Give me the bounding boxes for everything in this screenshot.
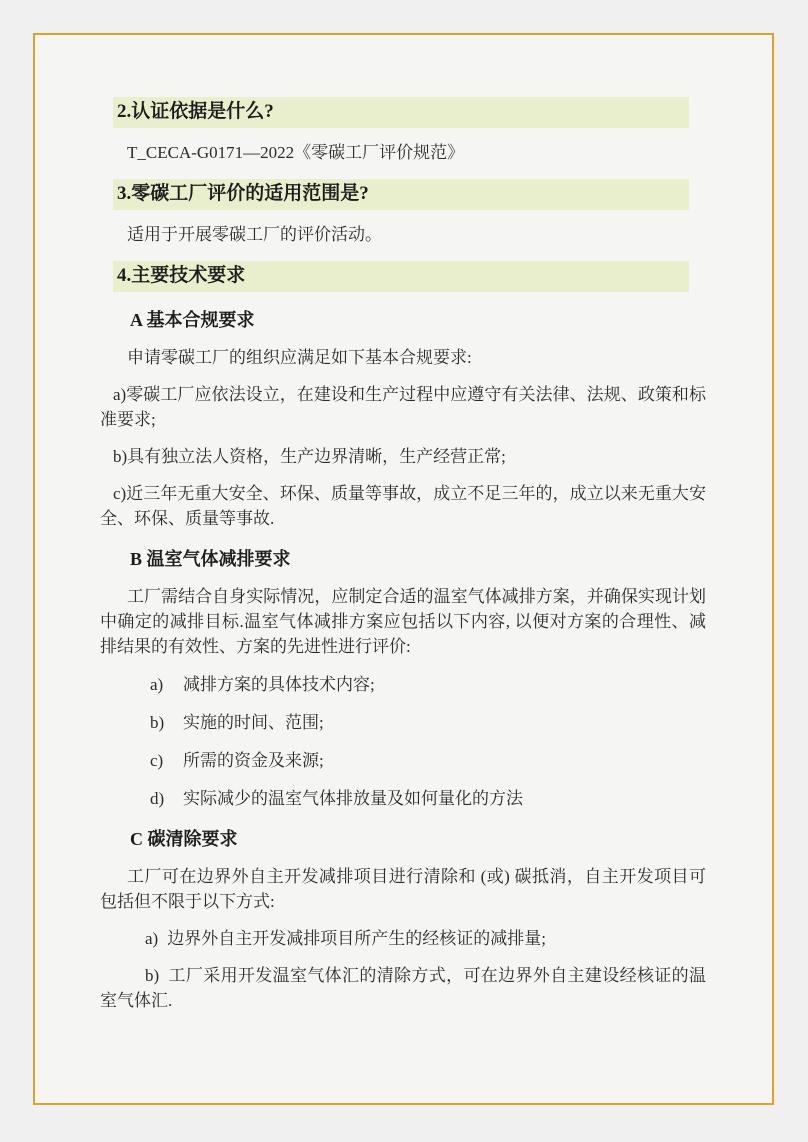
answer-paragraph-3: 适用于开展零碳工厂的评价活动。	[127, 225, 382, 244]
document-frame	[33, 33, 774, 1105]
list-item	[100, 748, 706, 773]
answer-paragraph-2: T_CECA-G0171—2022《零碳工厂评价规范》	[127, 143, 465, 162]
qa-heading-2: 2.认证依据是什么?	[113, 97, 689, 128]
list-item	[100, 786, 706, 811]
list-item	[100, 672, 706, 697]
list-item-label: c)	[150, 751, 164, 770]
list-item-text: 所需的资金及来源;	[183, 751, 324, 770]
section-c-intro: 工厂可在边界外自主开发减排项目进行清除和 (或) 碳抵消，自主开发项目可包括但不限于以下方式:	[100, 867, 706, 911]
list-item-text: 边界外自主开发减排项目所产生的经核证的减排量;	[167, 929, 546, 948]
list-item-label: a)	[150, 675, 164, 694]
qa-heading-4: 4.主要技术要求	[113, 261, 689, 292]
section-a-item-c: c)近三年无重大安全、环保、质量等事故，成立不足三年的，成立以来无重大安全、环保、质量等事故.	[100, 484, 706, 528]
sub-heading-c: C 碳清除要求	[130, 829, 238, 849]
list-item-text: 减排方案的具体技术内容;	[183, 675, 375, 694]
list-item-label: b)	[145, 966, 160, 985]
document-content	[35, 35, 772, 1103]
sub-heading-b: B 温室气体减排要求	[130, 549, 291, 569]
qa-heading-3: 3.零碳工厂评价的适用范围是?	[113, 179, 689, 210]
section-b-intro: 工厂需结合自身实际情况，应制定合适的温室气体减排方案，并确保实现计划中确定的减排目标.温室气体减排方案应包括以下内容, 以便对方案的合理性、减排结果的有效性、方案的先进性进行评价:	[100, 587, 706, 656]
section-a-intro: 申请零碳工厂的组织应满足如下基本合规要求:	[127, 348, 472, 367]
list-item-text: 实际减少的温室气体排放量及如何量化的方法	[183, 789, 523, 808]
list-item-text: 工厂采用开发温室气体汇的清除方式，可在边界外自主建设经核证的温室气体汇.	[100, 966, 706, 1010]
section-a-item-b: b)具有独立法人资格，生产边界清晰，生产经营正常;	[113, 447, 506, 466]
sub-heading-a: A 基本合规要求	[130, 310, 255, 330]
section-a-item-a: a)零碳工厂应依法设立，在建设和生产过程中应遵守有关法律、法规、政策和标准要求;	[100, 385, 706, 429]
list-item-label: d)	[150, 789, 165, 808]
list-item	[100, 926, 706, 951]
list-item	[100, 710, 706, 735]
list-item	[100, 963, 706, 1013]
list-item-label: a)	[145, 929, 159, 948]
list-item-text: 实施的时间、范围;	[183, 713, 324, 732]
list-item-label: b)	[150, 713, 165, 732]
